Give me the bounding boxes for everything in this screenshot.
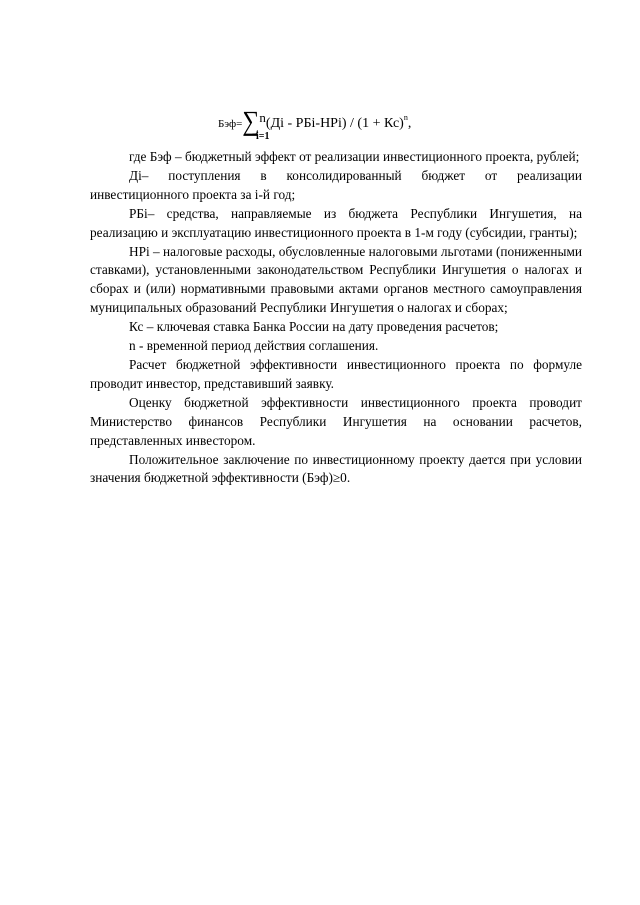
formula-body: (Дi - РБi-НРi) / (1 + Кс) [265, 116, 404, 131]
budget-effect-formula [218, 107, 412, 137]
paragraph-conclusion: Положительное заключение по инвестиционному проекту дается при условии значения бюджетной эффективности (Бэф)≥0. [90, 451, 582, 486]
paragraph-definition-rbi: РБi– средства, направляемые из бюджета Республики Ингушетия, на реализацию и эксплуатацию инвестиционного проекта в 1-м году (субсидии, гранты); [90, 205, 582, 240]
formula-exponent: n [403, 113, 408, 122]
formula-lhs: Бэф= [218, 118, 243, 130]
formula-explanation [90, 148, 582, 488]
paragraph-definition-nri: НРi – налоговые расходы, обусловленные налоговыми льготами (пониженными ставками), установленными законодательством Республики Ингушетия о налогах и сборах и (или) нормативными правовыми актами органов местного самоуправления муниципальных образований Республики Ингушетия о налогах и сборах; [90, 243, 582, 316]
sum-lower-limit: i=1 [256, 131, 270, 142]
paragraph-definition-beff: где Бэф – бюджетный эффект от реализации инвестиционного проекта, рублей; [129, 149, 580, 164]
paragraph-definition-ks: Кс – ключевая ставка Банка России на дату проведения расчетов; [129, 319, 499, 335]
formula-tail: , [407, 116, 412, 131]
sum-upper-limit: n [259, 110, 266, 125]
paragraph-calculation: Расчет бюджетной эффективности инвестиционного проекта по формуле проводит инвестор, представивший заявку. [90, 356, 582, 391]
sum-symbol: ∑ [242, 107, 260, 137]
paragraph-definition-di: Дi– поступления в консолидированный бюджет от реализации инвестиционного проекта за i-й год; [90, 167, 582, 202]
paragraph-evaluation: Оценку бюджетной эффективности инвестиционного проекта проводит Министерство финансов Республики Ингушетия на основании расчетов, представленных инвестором. [90, 394, 582, 448]
paragraph-definition-n: n - временной период действия соглашения. [129, 338, 379, 354]
